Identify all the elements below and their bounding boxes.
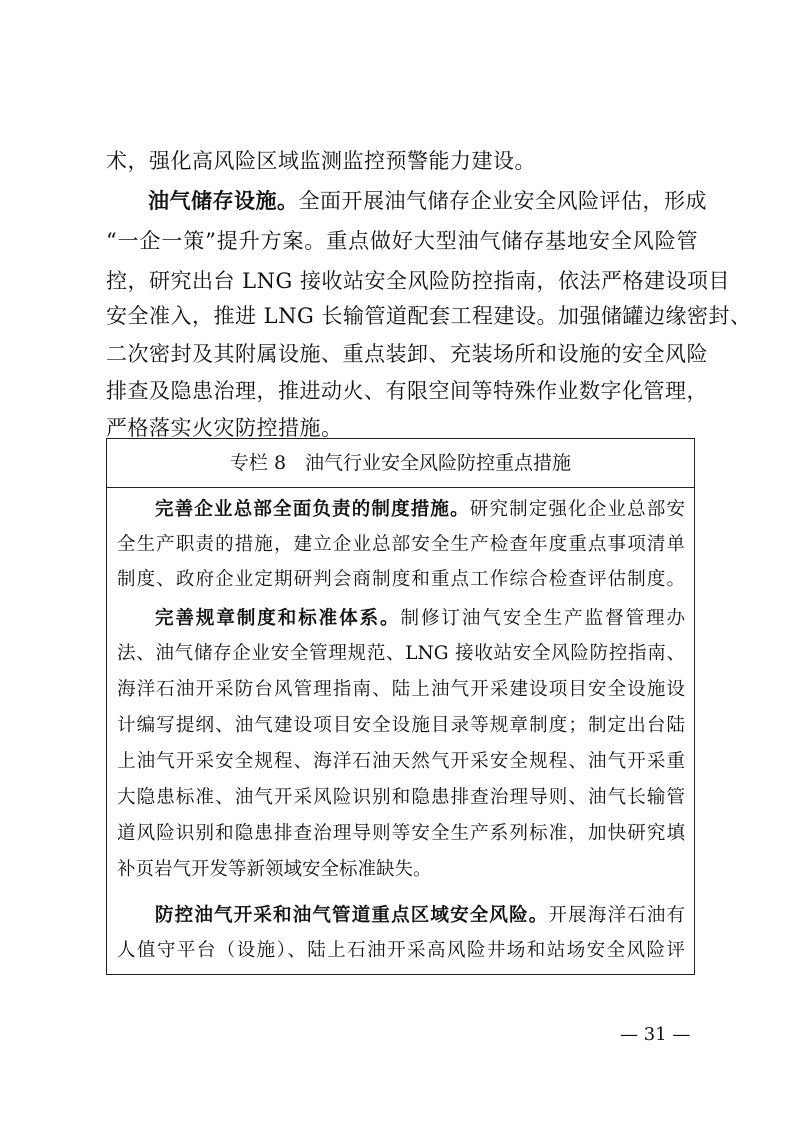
measure-2-line-3: 海洋石油开采防台风管理指南、陆上油气开采建设项目安全设施设 — [117, 679, 685, 700]
measure-2-heading: 完善规章制度和标准体系。 — [155, 608, 401, 629]
paragraph-heading-oil-storage: 油气储存设施。 — [148, 188, 299, 213]
measure-2-text: 制修订油气安全生产监督管理办 — [400, 608, 685, 629]
measure-3-text: 开展海洋石油有 — [548, 905, 685, 926]
paragraph-oil-storage-line-7: 严格落实火灾防控措施。 — [106, 416, 343, 440]
measure-3-line-2: 人值守平台（设施）、陆上石油开采高风险井场和站场安全风险评 — [117, 940, 685, 961]
measure-2-line-8: 补页岩气开发等新领域安全标准缺失。 — [117, 859, 432, 880]
measure-2-line-4: 计编写提纲、油气建设项目安全设施目录等规章制度；制定出台陆 — [117, 715, 685, 736]
measure-1-text: 研究制定强化企业总部安 — [469, 499, 685, 520]
measure-1-line-3: 制度、政府企业定期研判会商制度和重点工作综合检查评估制度。 — [117, 569, 685, 590]
paragraph-text: 全面开展油气储存企业安全风险评估，形成 — [298, 189, 707, 213]
measure-1-heading: 完善企业总部全面负责的制度措施。 — [155, 499, 470, 520]
paragraph-oil-storage-line-6: 排查及隐患治理，推进动火、有限空间等特殊作业数字化管理， — [106, 379, 708, 403]
body-line-1: 术，强化高风险区域监测监控预警能力建设。 — [106, 149, 536, 173]
paragraph-oil-storage-line-4: 安全准入，推进 LNG 长输管道配套工程建设。加强储罐边缘密封、 — [106, 304, 752, 328]
paragraph-oil-storage-line-5: 二次密封及其附属设施、重点装卸、充装场所和设施的安全风险 — [106, 342, 708, 366]
measure-2-line-6: 大隐患标准、油气开采风险识别和隐患排查治理导则、油气长输管 — [117, 787, 685, 808]
paragraph-oil-storage-line-1 — [106, 183, 707, 219]
special-column-box — [106, 438, 695, 975]
measure-2-line-1 — [117, 602, 685, 636]
special-column-title: 专栏 8 油气行业安全风险防控重点措施 — [107, 439, 694, 488]
measure-2-line-7: 道风险识别和隐患排查治理导则等安全生产系列标准，加快研究填 — [117, 823, 685, 844]
measure-2-line-5: 上油气开采安全规程、海洋石油天然气开采安全规程、油气开采重 — [117, 751, 685, 772]
measure-3-heading: 防控油气开采和油气管道重点区域安全风险。 — [155, 905, 549, 926]
measure-3-line-1 — [117, 899, 685, 933]
measure-1-line-2: 全生产职责的措施，建立企业总部安全生产检查年度重点事项清单 — [117, 534, 685, 555]
paragraph-oil-storage-line-3: 控，研究出台 LNG 接收站安全风险防控指南，依法严格建设项目 — [106, 269, 730, 293]
measure-2-line-2: 法、油气储存企业安全管理规范、LNG 接收站安全风险防控指南、 — [117, 643, 685, 664]
page-number: — 31 — — [620, 1024, 691, 1045]
measure-1-line-1 — [117, 493, 685, 527]
paragraph-oil-storage-line-2: “一企一策”提升方案。重点做好大型油气储存基地安全风险管 — [106, 229, 698, 253]
